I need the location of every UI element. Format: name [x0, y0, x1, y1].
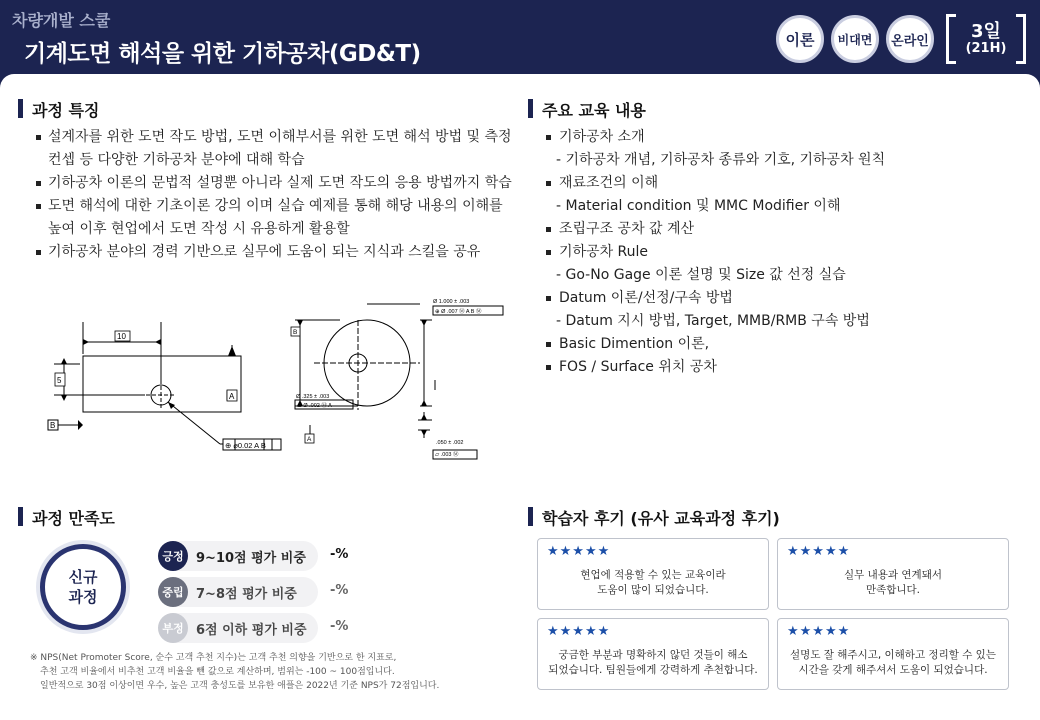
- review-text: [778, 648, 1008, 678]
- category-label: 차량개발 스쿨: [12, 11, 111, 30]
- stars-icon: ★★★★★: [787, 624, 851, 639]
- dim-5: 5: [57, 376, 62, 385]
- stars-icon: ★★★★★: [547, 544, 611, 559]
- nps-row-negative: [158, 613, 318, 643]
- review-line: 시간을 갖게 해주셔서 도움이 되었습니다.: [798, 664, 988, 676]
- features-title: 과정 특징: [18, 98, 99, 121]
- badge-online: 온라인: [886, 15, 934, 63]
- tag-negative: 부정: [158, 613, 188, 643]
- review-line: 궁금한 부분과 명확하지 않던 것들이 해소: [558, 649, 748, 661]
- feature-item: 기하공차 분야의 경력 기반으로 실무에 도움이 되는 지식과 스킬을 공유: [36, 241, 516, 264]
- review-card: [777, 618, 1009, 690]
- review-line: 만족합니다.: [865, 584, 921, 596]
- education-title: 주요 교육 내용: [528, 98, 646, 121]
- nps-row-neutral: [158, 577, 318, 607]
- review-text: [538, 568, 768, 598]
- datum-b-left: B: [50, 421, 56, 430]
- value-neutral: -%: [330, 583, 349, 598]
- fcf-top: ⊕ Ø .007 Ⓜ A B Ⓜ: [435, 309, 482, 315]
- education-list: [546, 126, 1016, 379]
- row-label: 6점 이하 평가 비중: [196, 623, 307, 638]
- dim-050: .050 ± .002: [436, 440, 464, 446]
- review-text: [538, 648, 768, 678]
- edu-item: 기하공차 Rule: [546, 241, 1016, 264]
- row-label: 7~8점 평가 비중: [196, 587, 297, 602]
- edu-item: Datum 이론/선정/구속 방법: [546, 287, 1016, 310]
- nps-note: [30, 651, 510, 693]
- badge-untact: 비대면: [831, 15, 879, 63]
- value-negative: -%: [330, 619, 349, 634]
- header: [0, 0, 1040, 80]
- duration-box: [946, 14, 1026, 64]
- circle-line1: 신규: [68, 568, 98, 586]
- edu-subitem: - Material condition 및 MMC Modifier 이해: [556, 198, 841, 214]
- fcf-perp: ⊥ Ø .002 Ⓜ A: [297, 403, 332, 409]
- new-course-circle: [40, 544, 126, 630]
- review-line: 현업에 적용할 수 있는 교육이라: [580, 569, 726, 581]
- stars-icon: ★★★★★: [547, 624, 611, 639]
- review-line: 실무 내용과 연계돼서: [844, 569, 942, 581]
- edu-subitem: - 기하공차 개념, 기하공차 종류와 기호, 기하공차 원칙: [556, 152, 886, 168]
- review-text: [778, 568, 1008, 598]
- nps-note-line: 일반적으로 30점 이상이면 우수, 높은 고객 충성도를 보유한 애플은 2022년 기준 NPS가 72점입니다.: [40, 681, 440, 691]
- feature-item: 기하공차 이론의 문법적 설명뿐 아니라 실제 도면 작도의 응용 방법까지 학습: [36, 172, 516, 195]
- row-label: 9~10점 평가 비중: [196, 551, 306, 566]
- duration-hours: (21H): [965, 41, 1007, 56]
- value-positive: -%: [330, 547, 349, 562]
- review-card: [777, 538, 1009, 610]
- duration-days: 3일: [971, 21, 1001, 42]
- dia-325: Ø .325 ± .003: [296, 394, 330, 400]
- edu-item: 기하공차 소개: [546, 126, 1016, 149]
- edu-item: Basic Dimention 이론,: [546, 333, 1016, 356]
- fcf-left: ⊕ ⌀0.02 A B: [225, 441, 266, 450]
- edu-subitem: - Datum 지시 방법, Target, MMB/RMB 구속 방법: [556, 313, 870, 329]
- dim-10: 10: [117, 332, 126, 341]
- content-panel: [0, 74, 1040, 720]
- edu-item: 재료조건의 이해: [546, 172, 1016, 195]
- edu-item: FOS / Surface 위치 공차: [546, 356, 1016, 379]
- nps-note-line: ※ NPS(Net Promoter Score, 순수 고객 추천 지수)는 고객 추천 의향을 기반으로 한 지표로,: [30, 653, 397, 663]
- edu-subitem: - Go-No Gage 이론 설명 및 Size 값 선정 실습: [556, 267, 846, 283]
- badge-theory: 이론: [776, 15, 824, 63]
- nps-row-positive: [158, 541, 318, 571]
- dia-1000: Ø 1.000 ± .003: [433, 299, 470, 305]
- gdt-drawing: [40, 298, 520, 490]
- datum-a-right: A: [307, 436, 312, 443]
- fcf-flat: ▱ .003 Ⓜ: [435, 452, 459, 458]
- page-title: 기계도면 해석을 위한 기하공차(GD&T): [24, 41, 421, 67]
- feature-item: 설계자를 위한 도면 작도 방법, 도면 이해부서를 위한 도면 해석 방법 및 측정 컨셉 등 다양한 기하공차 분야에 대해 학습: [36, 126, 516, 172]
- review-card: [537, 618, 769, 690]
- tag-positive: 긍정: [158, 541, 188, 571]
- satisfaction-title: 과정 만족도: [18, 506, 115, 529]
- feature-item: 도면 해석에 대한 기초이론 강의 이며 실습 예제를 통해 해당 내용의 이해를 높여 이후 현업에서 도면 작성 시 유용하게 활용할: [36, 195, 516, 241]
- circle-line2: 과정: [68, 588, 98, 606]
- stars-icon: ★★★★★: [787, 544, 851, 559]
- nps-note-line: 추천 고객 비율에서 비추천 고객 비율을 뺀 값으로 계산하며, 범위는 -100 ~ 100점입니다.: [40, 667, 395, 677]
- tag-neutral: 중립: [158, 577, 188, 607]
- review-line: 도움이 많이 되었습니다.: [597, 584, 709, 596]
- reviews-title: 학습자 후기 (유사 교육과정 후기): [528, 506, 780, 529]
- features-list: [36, 126, 516, 264]
- review-line: 설명도 잘 해주시고, 이해하고 정리할 수 있는: [790, 649, 996, 661]
- edu-item: 조립구조 공차 값 계산: [546, 218, 1016, 241]
- datum-b-right: B: [293, 329, 298, 336]
- review-card: [537, 538, 769, 610]
- review-line: 되었습니다. 팀원들에게 강력하게 추천합니다.: [548, 664, 758, 676]
- datum-a-left: A: [229, 392, 235, 401]
